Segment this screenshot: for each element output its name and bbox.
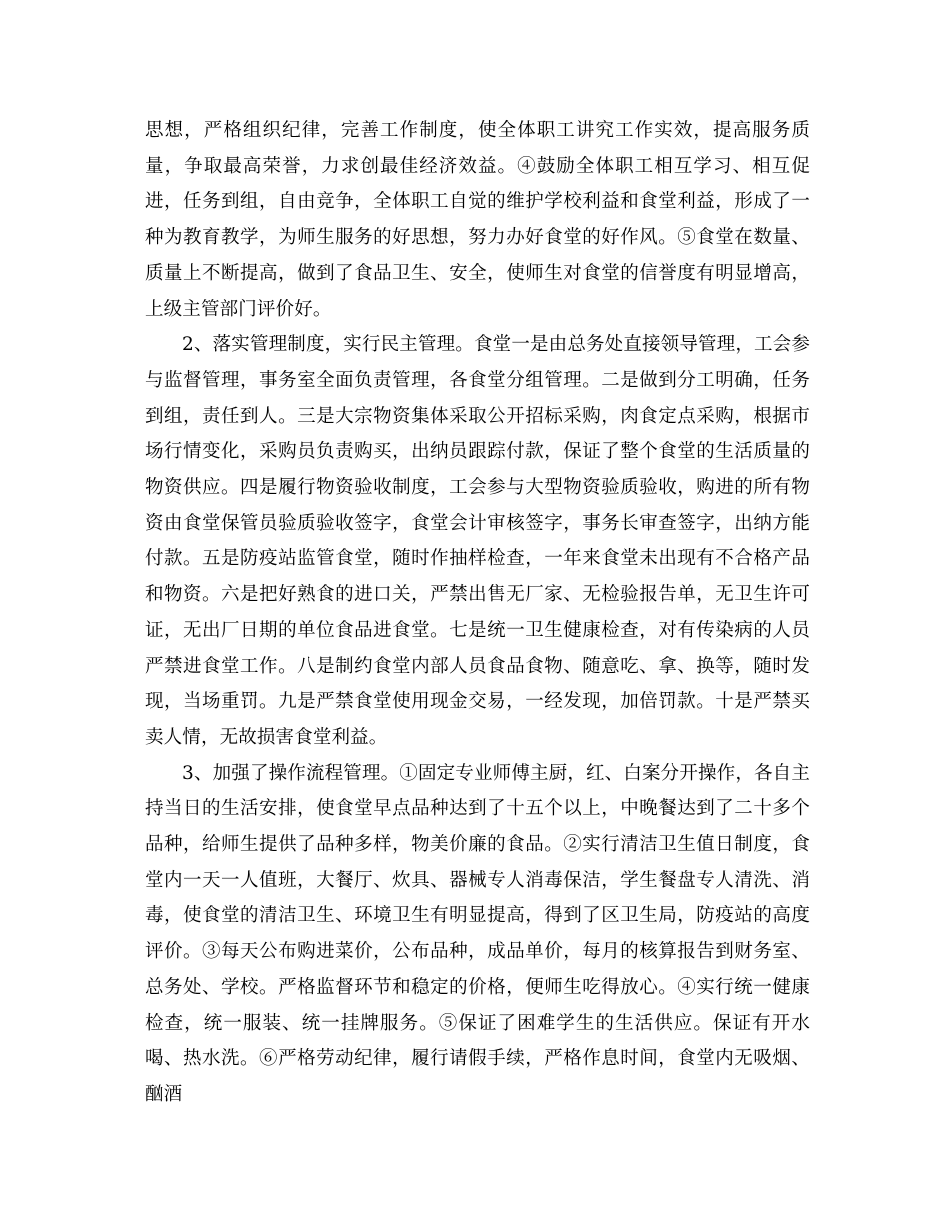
paragraph-operation-process: 3、加强了操作流程管理。①固定专业师傅主厨，红、白案分开操作，各自主持当日的生活安排，使食堂早点品种达到了十五个以上，中晚餐达到了二十多个品种，给师生提供了品种多样，物美价廉的食品。②实行清洁卫生值日制度，食堂内一天一人值班，大餐厅、炊具、器械专人消毒保洁，学生餐盘专人清洗、消毒，使食堂的清洁卫生、环境卫生有明显提高，得到了区卫生局，防疫站的高度评价。③每天公布购进菜价，公布品种，成品单价，每月的核算报告到财务室、总务处、学校。严格监督环节和稳定的价格，便师生吃得放心。④实行统一健康检查，统一服装、统一挂牌服务。⑤保证了困难学生的生活供应。保证有开水喝、热水洗。⑥严格劳动纪律，履行请假手续，严格作息时间，食堂内无吸烟、酗酒 <box>145 762 810 1105</box>
paragraph-continuation: 思想，严格组织纪律，完善工作制度，使全体职工讲究工作实效，提高服务质量，争取最高荣誉，力求创最佳经济效益。④鼓励全体职工相互学习、相互促进，任务到组，自由竞争，全体职工自觉的维护学校利益和食堂利益，形成了一种为教育教学，为师生服务的好思想，努力办好食堂的好作风。⑤食堂在数量、质量上不断提高，做到了食品卫生、安全，使师生对食堂的信誉度有明显增高，上级主管部门评价好。 <box>145 120 810 320</box>
document-page <box>145 113 810 1113</box>
paragraph-management-system: 2、落实管理制度，实行民主管理。食堂一是由总务处直接领导管理，工会参与监督管理，事务室全面负责管理，各食堂分组管理。二是做到分工明确，任务到组，责任到人。三是大宗物资集体采取公开招标采购，肉食定点采购，根据市场行情变化，采购员负责购买，出纳员跟踪付款，保证了整个食堂的生活质量的物资供应。四是履行物资验收制度，工会参与大型物资验质验收，购进的所有物资由食堂保管员验质验收签字，食堂会计审核签字，事务长审查签字，出纳方能付款。五是防疫站监管食堂，随时作抽样检查，一年来食堂未出现有不合格产品和物资。六是把好熟食的进口关，严禁出售无厂家、无检验报告单，无卫生许可证，无出厂日期的单位食品进食堂。七是统一卫生健康检查，对有传染病的人员严禁进食堂工作。八是制约食堂内部人员食品食物、随意吃、拿、换等，随时发现，当场重罚。九是严禁食堂使用现金交易，一经发现，加倍罚款。十是严禁买卖人情，无故损害食堂利益。 <box>145 334 810 748</box>
